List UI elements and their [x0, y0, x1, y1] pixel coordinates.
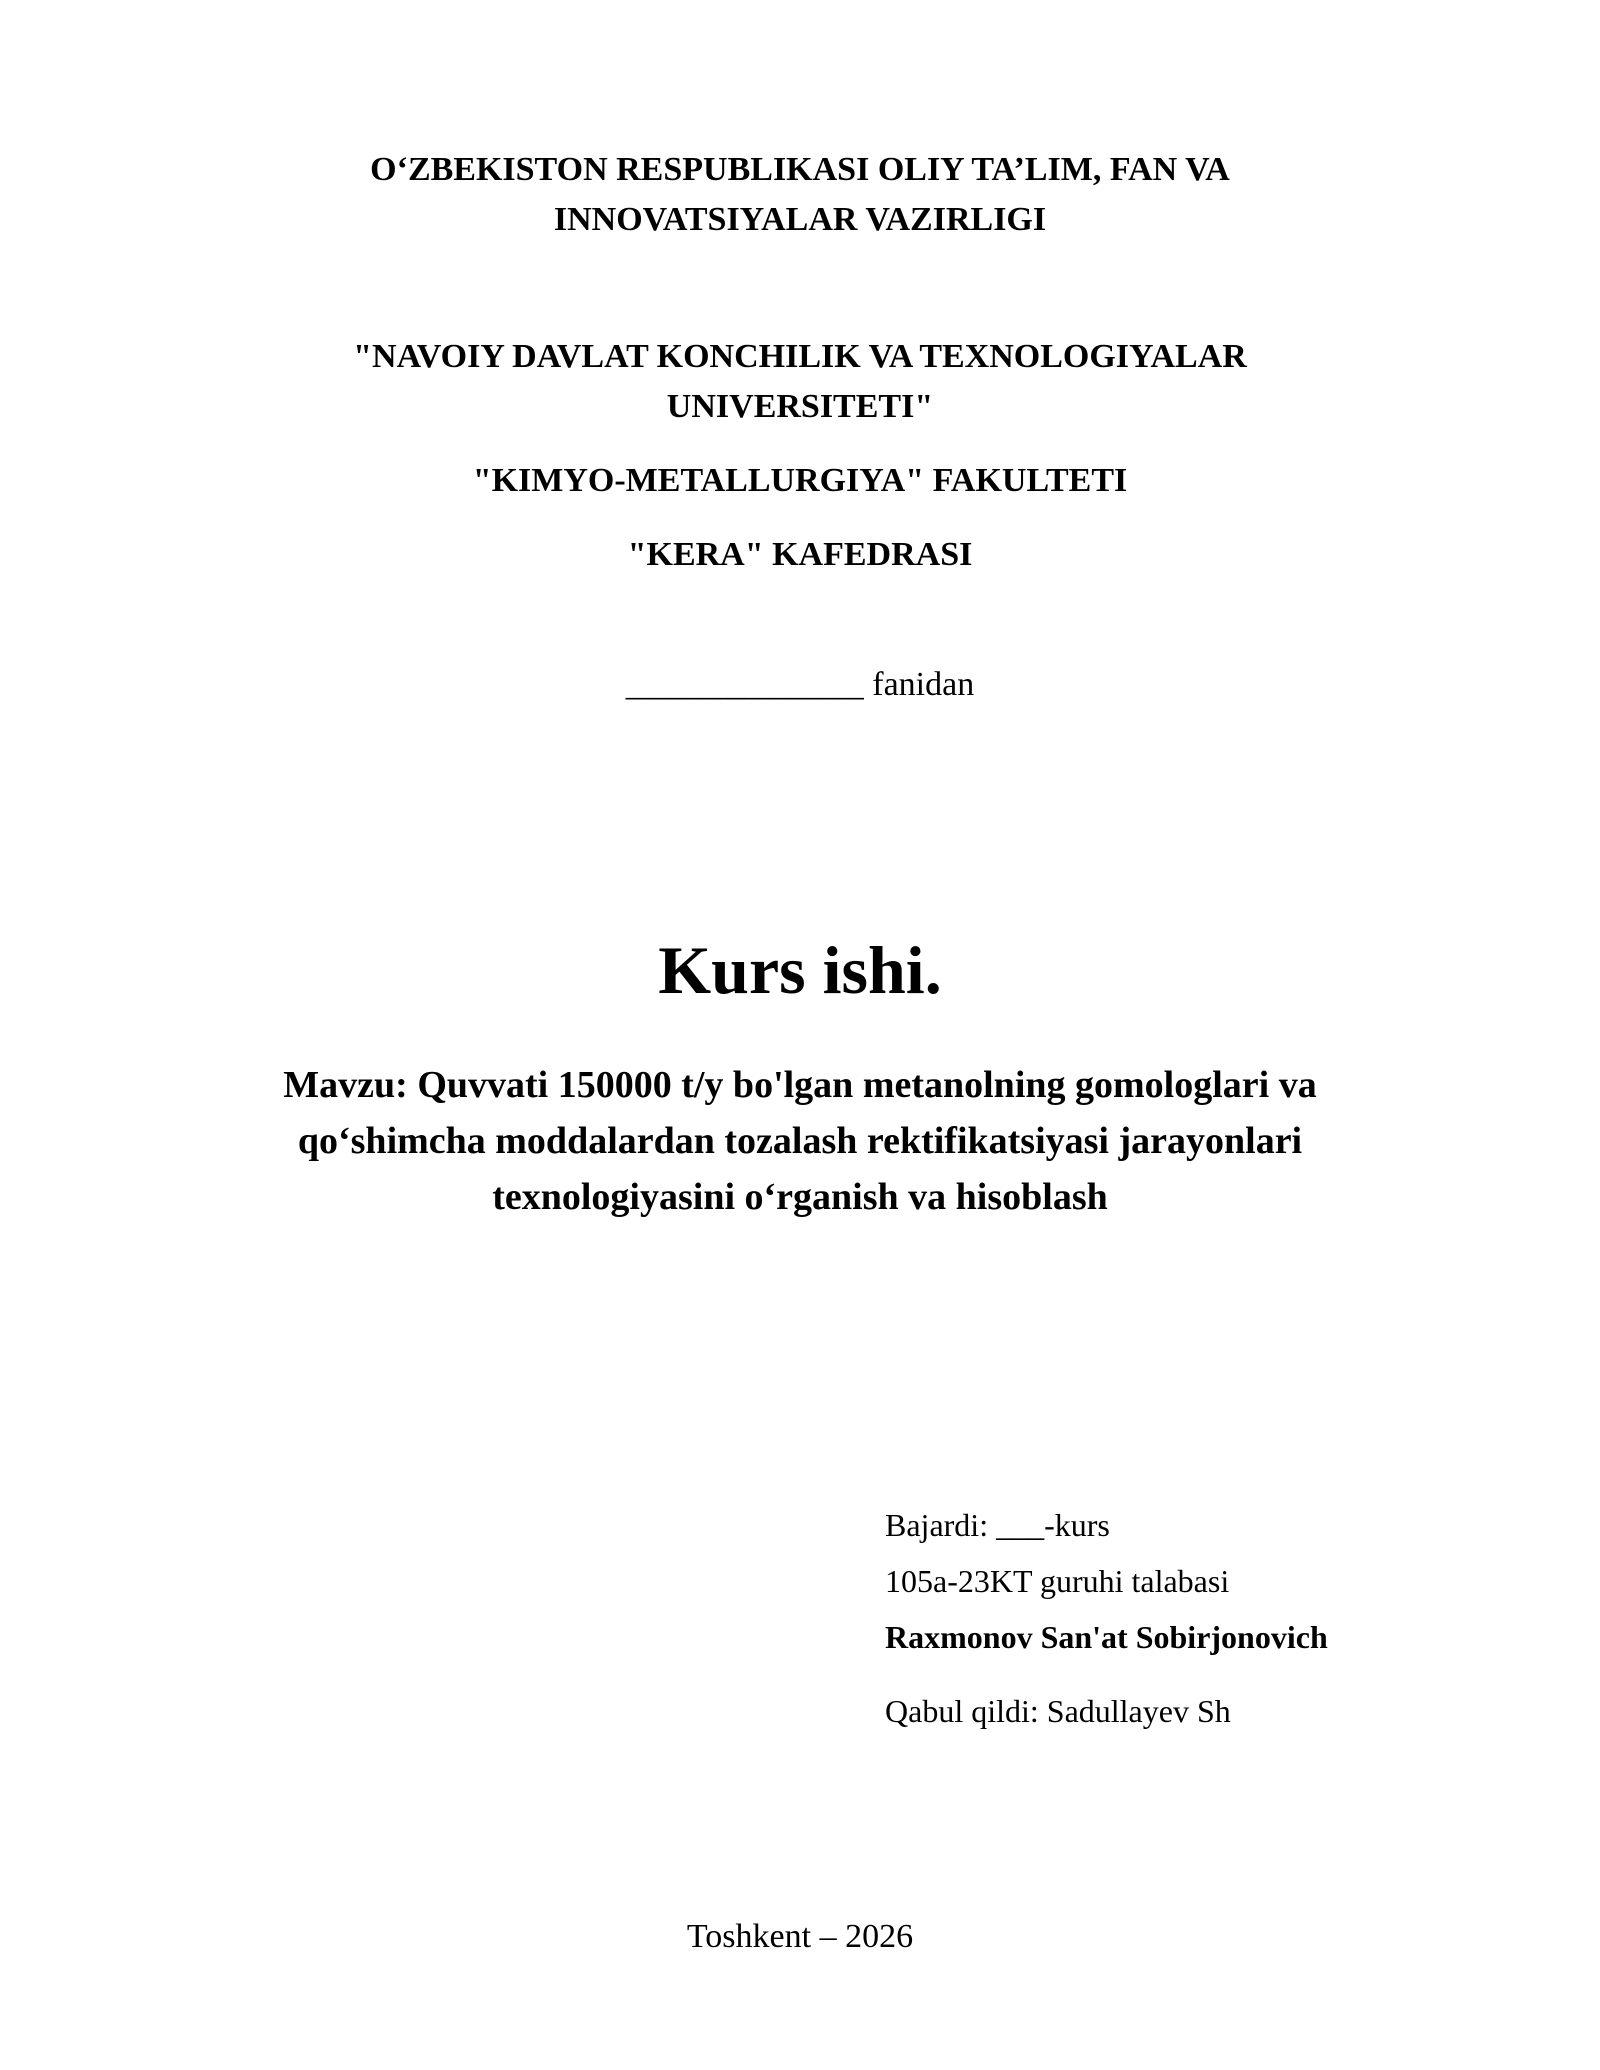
- city-year: Toshkent – 2026: [686, 1918, 914, 1955]
- ministry-line-1: O‘ZBEKISTON RESPUBLIKASI OLIY TA’LIM, FAN VA: [370, 151, 1230, 188]
- student-name: Raxmonov San'at Sobirjonovich: [885, 1619, 1328, 1655]
- topic-heading: [250, 1057, 1350, 1225]
- topic-line-2: qo‘shimcha moddalardan tozalash rektifikatsiyasi jarayonlari: [297, 1120, 1303, 1162]
- department-heading: "KERA" KAFEDRASI: [627, 536, 973, 573]
- ministry-line-2: INNOVATSIYALAR VAZIRLIGI: [553, 201, 1047, 238]
- author-info: [885, 1505, 1565, 1731]
- university-line-1: "NAVOIY DAVLAT KONCHILIK VA TEXNOLOGIYALAR: [353, 338, 1247, 375]
- accepted-by: Qabul qildi: Sadullayev Sh: [885, 1693, 1231, 1729]
- performed-by: Bajardi: ___-kurs: [885, 1507, 1110, 1543]
- topic-line-1: Mavzu: Quvvati 150000 t/y bo'lgan metanolning gomologlari va: [283, 1064, 1317, 1106]
- university-heading: [0, 332, 1600, 432]
- university-line-2: UNIVERSITETI": [666, 388, 934, 425]
- faculty-heading: "KIMYO-METALLURGIYA" FAKULTETI: [472, 462, 1128, 499]
- topic-line-3: texnologiyasini o‘rganish va hisoblash: [492, 1176, 1108, 1218]
- student-group: 105a-23KT guruhi talabasi: [885, 1563, 1230, 1599]
- ministry-heading: [0, 145, 1600, 245]
- subject-line: ______________ fanidan: [625, 666, 975, 703]
- page-title: Kurs ishi.: [658, 932, 942, 1008]
